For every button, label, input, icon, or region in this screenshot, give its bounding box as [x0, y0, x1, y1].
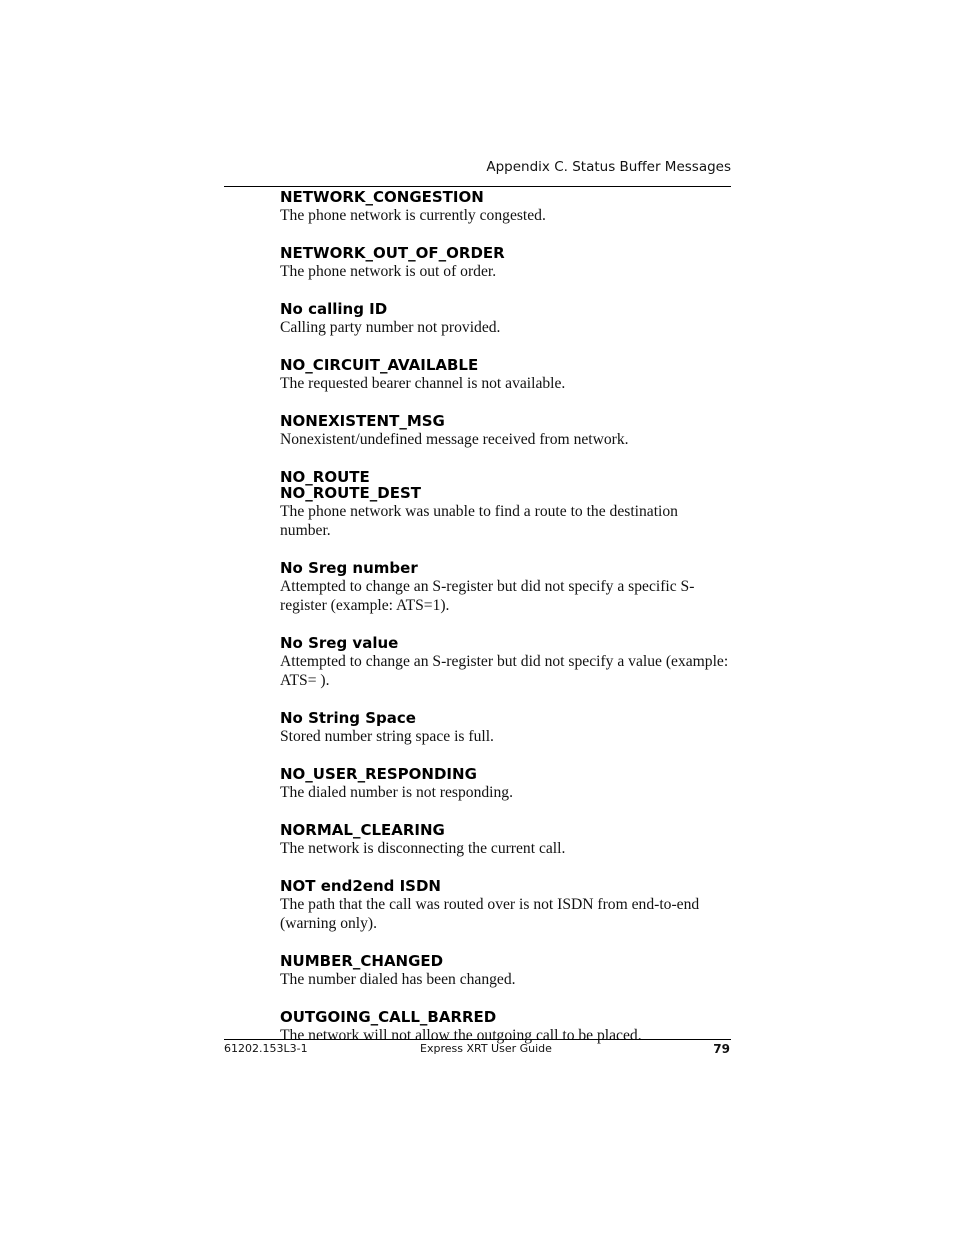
message-description: The requested bearer channel is not available.	[280, 375, 566, 392]
message-term: OUTGOING_CALL_BARRED	[280, 1008, 497, 1026]
message-entry	[280, 301, 732, 337]
message-entry	[280, 635, 732, 690]
message-entry	[280, 189, 732, 225]
message-entry	[280, 710, 732, 746]
message-entry	[280, 469, 732, 540]
message-description: Nonexistent/undefined message received from network.	[280, 431, 629, 448]
message-description: Attempted to change an S-register but did not specify a value (example: ATS= ).	[280, 653, 729, 689]
message-entry	[280, 878, 732, 933]
message-description: Stored number string space is full.	[280, 728, 494, 745]
message-description: The network is disconnecting the current call.	[280, 840, 566, 857]
running-header: Appendix C. Status Buffer Messages	[486, 159, 731, 175]
message-description: The number dialed has been changed.	[280, 971, 516, 988]
message-entry	[280, 413, 732, 449]
footer-divider	[224, 1039, 731, 1040]
message-description: The dialed number is not responding.	[280, 784, 513, 801]
message-term: No String Space	[280, 709, 416, 727]
message-entry	[280, 822, 732, 858]
message-term: No Sreg value	[280, 634, 399, 652]
message-description: Attempted to change an S-register but did not specify a specific S-register (example: ATS=1).	[280, 578, 695, 614]
message-term: NETWORK_OUT_OF_ORDER	[280, 244, 505, 262]
message-description: The phone network was unable to find a route to the destination number.	[280, 503, 678, 539]
message-term: No Sreg number	[280, 559, 418, 577]
guide-title: Express XRT User Guide	[420, 1042, 552, 1055]
message-term: NUMBER_CHANGED	[280, 952, 444, 970]
message-term: NO_CIRCUIT_AVAILABLE	[280, 356, 479, 374]
page-number: 79	[713, 1042, 730, 1056]
message-term: NO_ROUTE_DEST	[280, 484, 421, 502]
message-term: NO_ROUTE	[280, 468, 370, 486]
message-list	[280, 189, 732, 1065]
document-number: 61202.153L3-1	[224, 1042, 308, 1055]
message-entry	[280, 245, 732, 281]
message-term: NO_USER_RESPONDING	[280, 765, 477, 783]
header-divider	[224, 186, 731, 187]
message-term: NOT end2end ISDN	[280, 877, 441, 895]
message-entry	[280, 357, 732, 393]
message-entry	[280, 766, 732, 802]
message-term: No calling ID	[280, 300, 388, 318]
message-entry	[280, 560, 732, 615]
message-description: The network will not allow the outgoing call to be placed.	[280, 1027, 642, 1044]
message-description: The path that the call was routed over is not ISDN from end-to-end (warning only).	[280, 896, 700, 932]
message-term: NONEXISTENT_MSG	[280, 412, 445, 430]
message-description: The phone network is out of order.	[280, 263, 497, 280]
message-entry	[280, 953, 732, 989]
message-description: Calling party number not provided.	[280, 319, 501, 336]
message-description: The phone network is currently congested.	[280, 207, 546, 224]
message-term: NORMAL_CLEARING	[280, 821, 445, 839]
message-term: NETWORK_CONGESTION	[280, 188, 484, 206]
